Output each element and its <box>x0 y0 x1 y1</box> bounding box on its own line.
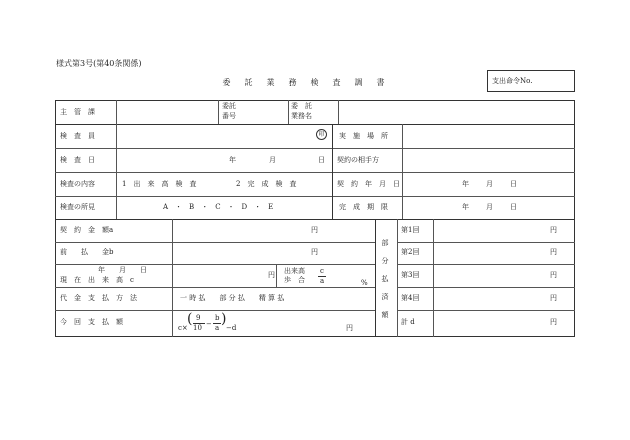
row-divider <box>397 264 575 265</box>
deadline-day: 日 <box>510 203 517 211</box>
partial-row-yen: 円 <box>550 271 557 279</box>
commission-number-label: 委託 <box>222 102 236 110</box>
partial-row-yen: 円 <box>550 248 557 256</box>
commission-name-label: 委 託 <box>291 102 312 110</box>
partial-row-label: 第4回 <box>401 294 420 302</box>
advance-label: 前 払 金b <box>60 248 114 256</box>
partial-row-label: 第1回 <box>401 226 420 234</box>
partial-row-yen: 円 <box>550 226 557 234</box>
formula-b: b <box>215 314 220 322</box>
formula-ten: 10 <box>193 324 202 332</box>
column-divider <box>116 100 117 219</box>
supervisor-label: 主 管 課 <box>60 108 95 116</box>
formula-a: a <box>215 324 220 332</box>
form-number: 様式第3号(第40条関係) <box>56 59 142 68</box>
row-divider <box>55 219 575 220</box>
contract-date-label: 契 約 年 月 日 <box>337 180 400 188</box>
contract-amount-label: 契 約 金 額a <box>60 226 114 234</box>
date-day: 日 <box>318 156 325 164</box>
formula-nine: 9 <box>196 314 201 322</box>
payment-method-options[interactable]: 一 時 払 部 分 払 精 算 払 <box>180 294 285 302</box>
formula-suffix: −d <box>226 324 237 332</box>
contract-month: 月 <box>486 180 493 188</box>
partial-label-char: 済 <box>381 293 389 301</box>
row-divider <box>55 124 575 125</box>
contract-year: 年 <box>462 180 469 188</box>
formula-paren-close: ) <box>221 311 227 327</box>
formula-prefix: c× <box>178 324 188 332</box>
commission-name-label: 業務名 <box>291 112 312 120</box>
formula-minus: − <box>206 320 212 328</box>
column-divider <box>433 219 434 337</box>
column-divider <box>218 100 219 124</box>
row-divider <box>397 287 575 288</box>
row-divider <box>55 310 375 311</box>
column-divider <box>276 264 277 287</box>
rate-label-top: 出来高 <box>284 267 305 275</box>
option-completion-inspection[interactable]: 2 完 成 検 査 <box>236 180 297 188</box>
current-amount-label: 現 在 出 来 高 c <box>60 276 134 284</box>
this-payment-label: 今 回 支 払 額 <box>60 318 123 326</box>
column-divider <box>172 219 173 337</box>
row-divider <box>55 264 375 265</box>
commission-number-label: 番号 <box>222 112 236 120</box>
partial-label-char: 額 <box>381 311 389 319</box>
partial-label-char: 分 <box>381 257 389 265</box>
row-divider <box>55 287 375 288</box>
deadline-month: 月 <box>486 203 493 211</box>
row-divider <box>55 148 575 149</box>
column-divider <box>402 124 403 219</box>
rate-percent: % <box>361 279 368 287</box>
partial-total-yen: 円 <box>550 318 557 326</box>
document-title: 委 託 業 務 検 査 調 書 <box>222 78 388 87</box>
rate-denominator: a <box>320 277 325 285</box>
inspection-opinion-label: 検査の所見 <box>60 203 95 211</box>
rate-numerator: c <box>320 267 324 275</box>
this-payment-yen: 円 <box>346 324 353 332</box>
row-divider <box>55 196 575 197</box>
partial-total-label: 計 d <box>401 318 415 326</box>
partial-row-label: 第3回 <box>401 271 420 279</box>
partial-label-char: 払 <box>381 275 389 283</box>
formula-paren-open: ( <box>187 311 193 327</box>
row-divider <box>397 242 575 243</box>
counterparty-label: 契約の相手方 <box>337 156 379 164</box>
order-number-box[interactable]: 支出命令No. <box>487 70 575 92</box>
column-divider <box>338 100 339 124</box>
current-date-label: 年 月 日 <box>98 266 147 274</box>
date-year: 年 <box>229 156 236 164</box>
rate-label-bottom: 歩 合 <box>284 276 305 284</box>
seal-mark: 印 <box>316 129 327 140</box>
contract-day: 日 <box>510 180 517 188</box>
option-progress-inspection[interactable]: 1 出 来 高 検 査 <box>122 180 197 188</box>
date-month: 月 <box>269 156 276 164</box>
column-divider <box>375 219 376 337</box>
contract-amount-yen: 円 <box>311 226 318 234</box>
advance-yen: 円 <box>311 248 318 256</box>
inspection-date-label: 検 査 日 <box>60 156 95 164</box>
column-divider <box>288 100 289 124</box>
current-amount-yen: 円 <box>268 271 275 279</box>
inspection-content-label: 検査の内容 <box>60 180 95 188</box>
partial-row-label: 第2回 <box>401 248 420 256</box>
inspector-label: 検 査 員 <box>60 132 95 140</box>
row-divider <box>55 242 375 243</box>
payment-method-label: 代 金 支 払 方 法 <box>60 294 137 302</box>
location-label: 実 施 場 所 <box>339 132 388 140</box>
row-divider <box>397 310 575 311</box>
column-divider <box>332 124 333 219</box>
partial-label-char: 部 <box>381 239 389 247</box>
column-divider <box>397 219 398 337</box>
partial-row-yen: 円 <box>550 294 557 302</box>
completion-deadline-label: 完 成 期 限 <box>339 203 388 211</box>
row-divider <box>55 172 575 173</box>
deadline-year: 年 <box>462 203 469 211</box>
opinion-grades[interactable]: A ・ B ・ C ・ D ・ E <box>163 203 274 211</box>
